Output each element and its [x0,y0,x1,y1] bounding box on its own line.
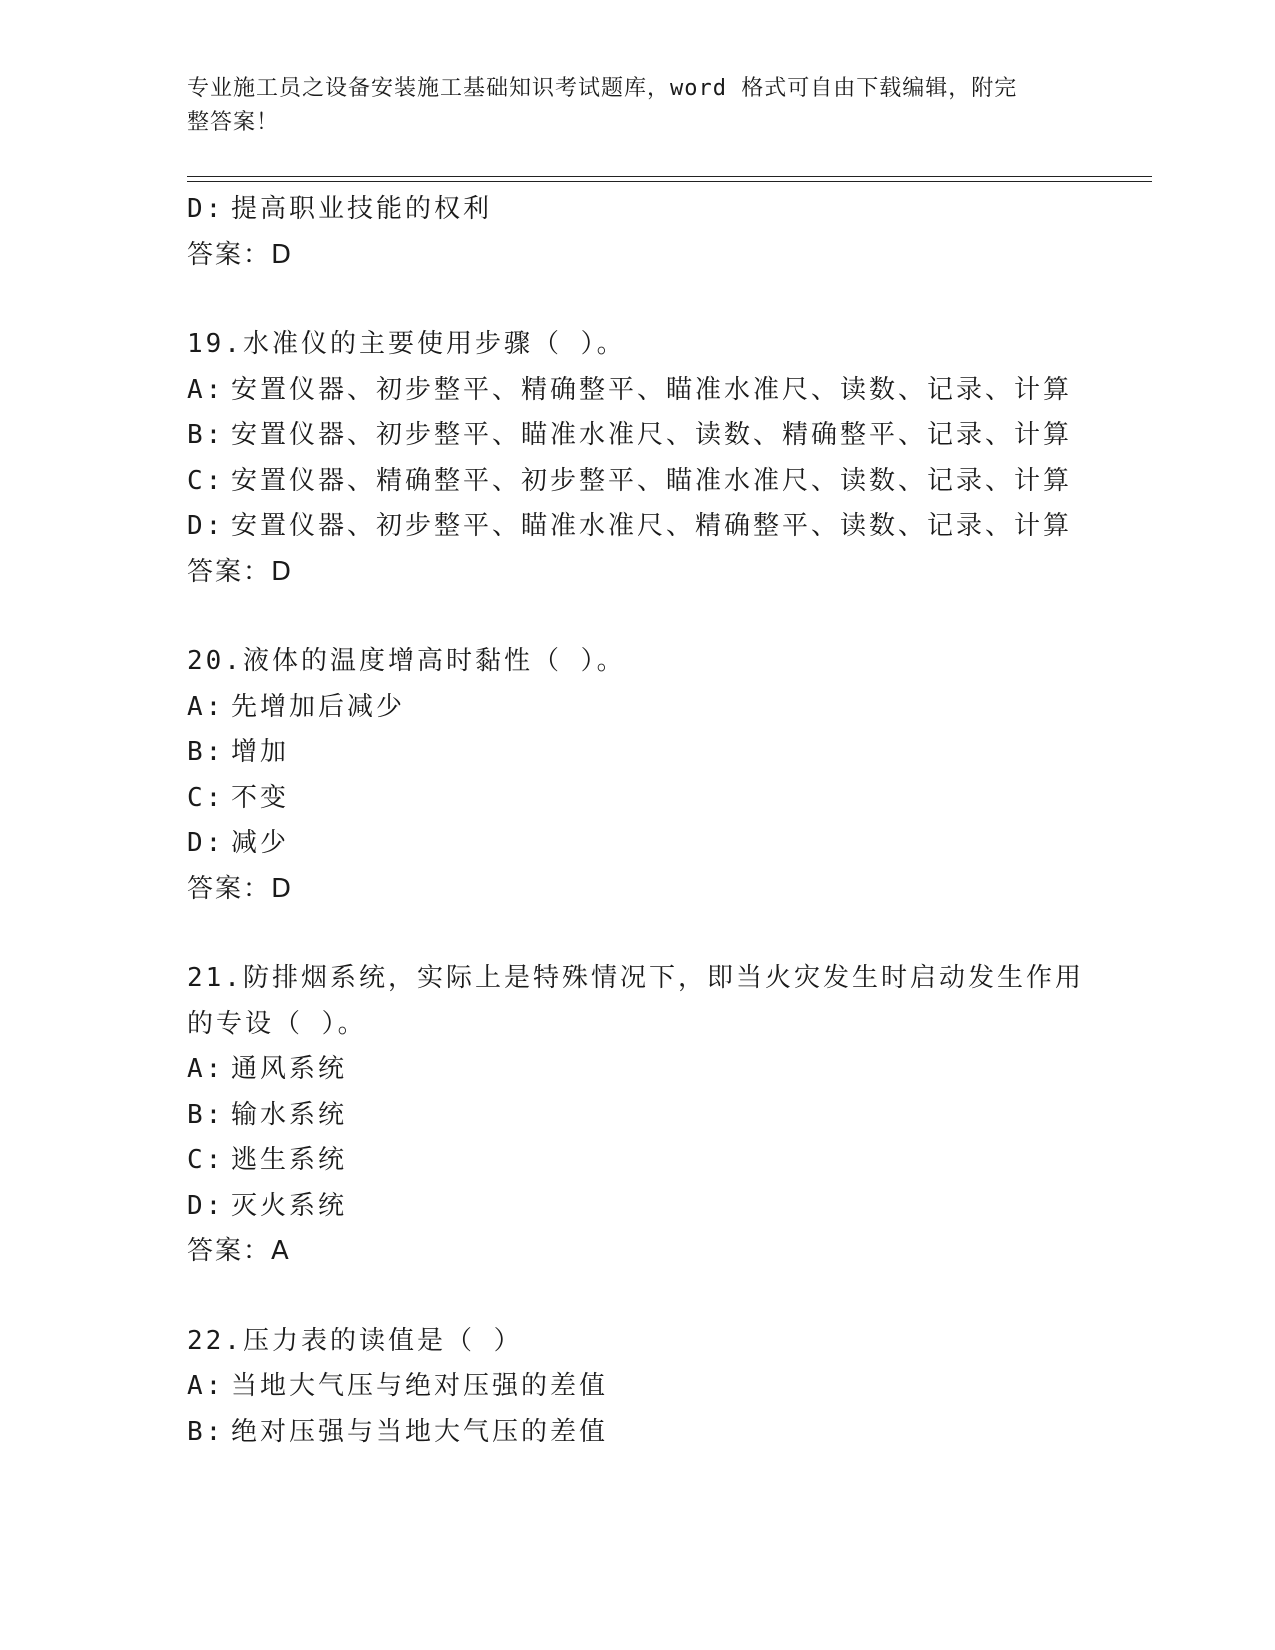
option-text: 灭火系统 [231,1190,348,1221]
answer-line: 答案：D [187,556,294,587]
option-label: A: [187,1054,225,1084]
option-text: 减少 [231,828,290,858]
header-rule-top [187,176,1152,177]
option-d [187,504,1087,550]
option-c [187,1138,1087,1184]
option-label: B: [187,420,225,450]
option-b [187,413,1087,459]
question-22 [187,1319,1087,1456]
header-line-1: 专业施工员之设备安装施工基础知识考试题库，word 格式可自由下载编辑，附完 [187,76,1018,101]
option-label: D: [187,828,225,858]
document-header [187,72,1067,140]
option-d [187,821,1087,867]
option-text: 逃生系统 [231,1145,348,1175]
question-stem: 19.水准仪的主要使用步骤（ ）。 [187,329,626,359]
option-label: A: [187,1371,225,1401]
option-text: 增加 [231,737,290,767]
prev-question-block [187,187,1087,278]
question-19 [187,322,1087,595]
question-21 [187,956,1087,1275]
option-label: C: [187,1145,225,1175]
option-a [187,1364,1087,1410]
option-text: 安置仪器、精确整平、初步整平、瞄准水准尺、读数、记录、计算 [231,465,1073,496]
option-label: C: [187,782,225,813]
option-a [187,368,1087,414]
header-rule-bottom [187,181,1152,182]
option-label: D: [187,1190,225,1221]
option-text: 输水系统 [231,1099,348,1130]
option-d [187,187,1087,233]
option-label: B: [187,1099,225,1130]
option-label: B: [187,737,225,767]
option-text: 提高职业技能的权利 [231,194,493,224]
answer-line: 答案：A [187,1236,291,1266]
option-label: D: [187,194,225,224]
option-c [187,776,1087,822]
question-stem-line-2: 的专设（ ）。 [187,1008,367,1039]
option-label: A: [187,691,225,722]
option-d [187,1184,1087,1230]
answer-line: 答案：D [187,239,294,270]
option-text: 通风系统 [231,1054,348,1084]
option-label: A: [187,374,225,405]
answer-line: 答案：D [187,873,294,904]
option-text: 绝对压强与当地大气压的差值 [231,1416,609,1447]
option-label: D: [187,511,225,541]
option-text: 安置仪器、初步整平、瞄准水准尺、读数、精确整平、记录、计算 [231,420,1073,450]
option-b [187,730,1087,776]
option-text: 安置仪器、初步整平、精确整平、瞄准水准尺、读数、记录、计算 [231,374,1073,405]
option-text: 安置仪器、初步整平、瞄准水准尺、精确整平、读数、记录、计算 [231,511,1073,541]
question-stem: 20.液体的温度增高时黏性（ ）。 [187,646,626,676]
option-c [187,459,1087,505]
question-20 [187,639,1087,912]
option-b [187,1410,1087,1456]
option-a [187,1047,1087,1093]
question-stem: 22.压力表的读值是（ ） [187,1325,523,1356]
option-b [187,1093,1087,1139]
question-stem-line-1: 21.防排烟系统，实际上是特殊情况下，即当火灾发生时启动发生作用 [187,963,1084,993]
option-text: 当地大气压与绝对压强的差值 [231,1371,609,1401]
option-text: 先增加后减少 [231,691,406,722]
option-label: B: [187,1416,225,1447]
question-list [187,187,1087,1455]
option-label: C: [187,465,225,496]
header-line-2: 整答案！ [187,110,280,135]
option-a [187,685,1087,731]
option-text: 不变 [231,782,290,813]
